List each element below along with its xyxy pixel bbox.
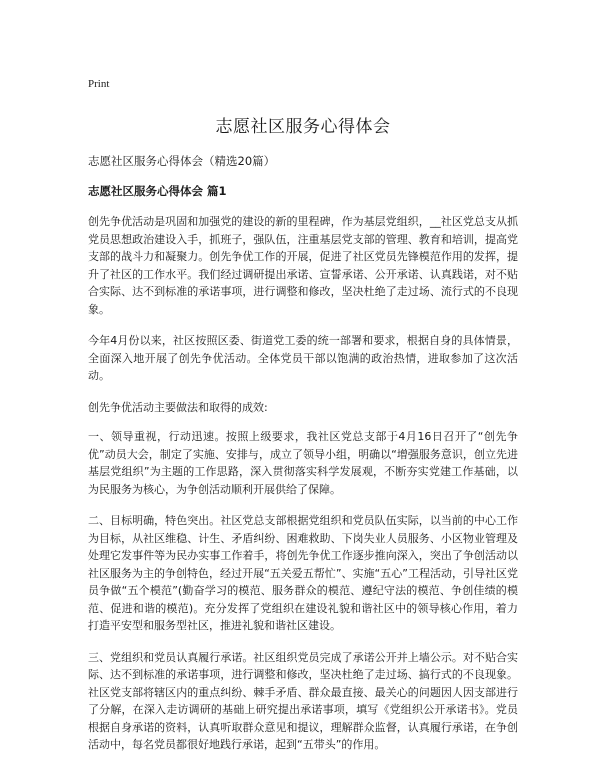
document-subtitle: 志愿社区服务心得体会（精选20篇） [88,154,276,168]
document-page [88,72,518,768]
paragraph: 今年4月份以来，社区按照区委、街道党工委的统一部署和要求，根据自身的具体情景，全面深入地开展了创先争优活动。全体党员干部以饱满的政治热情，进取参加了这次活动。 [88,334,518,382]
paragraph: 二、目标明确，特色突出。社区党总支部根据党组织和党员队伍实际，以当前的中心工作为目标，从社区维稳、计生、矛盾纠纷、困难救助、下岗失业人员服务、小区物业管理及处理它发事件等为民办实事工作着手，将创先争优工作逐步推向深入，突出了争创活动以社区服务为主的争创特色，经过开展“五关爱五帮忙”、实施“五心”工程活动，引导社区党员争做“五个模范”(勤奋学习的模范、服务群众的模范、遵纪守法的模范、争创佳绩的模范、促进和谐的模范)。充分发挥了党组织在建设礼貌和谐社区中的领导核心作用，着力打造平安型和服务型社区，推进礼貌和谐社区建设。 [88,514,518,632]
section-heading: 志愿社区服务心得体会 篇1 [88,184,227,198]
paragraph: 创先争优活动主要做法和取得的成效: [88,400,268,414]
paragraph: 三、党组织和党员认真履行承诺。社区组织党员完成了承诺公开并上墙公示。对不贴合实际、达不到标准的承诺事项，进行调整和修改，坚决杜绝了走过场、搞行式的不良现象。社区党支部将辖区内的重点纠纷、棘手矛盾、群众最直接、最关心的问题因人因支部进行了分解，在深入走访调研的基础上研究提出承诺事项，填写《党组织公开承诺书》。党员根据自身承诺的资料，认真听取群众意见和提议，理解群众监督，认真履行承诺，在争创活动中，每名党员都很好地践行承诺，起到“五带头”的作用。 [88,650,518,751]
paragraph: 一、领导重视，行动迅速。按照上级要求，我社区党总支部于4月16日召开了“创先争优”动员大会，制定了实施、安排与，成立了领导小组，明确以“增强服务意识，创立先进基层党组织”为主题的工作思路，深入贯彻落实科学发展观，不断夯实党建工作基础，以为民服务为核心，为争创活动顺利开展供给了保障。 [88,430,518,496]
paragraph: 创先争优活动是巩固和加强党的建设的新的里程碑，作为基层党组织，__社区党总支从抓党员思想政治建设入手，抓班子，强队伍，注重基层党支部的管理、教育和培训，提高党支部的战斗力和凝聚力。创先争优工作的开展，促进了社区党员先锋模范作用的发挥，提升了社区的工作水平。我们经过调研提出承诺、宣誓承诺、公开承诺、认真践诺，对不贴合实际、达不到标准的承诺事项，进行调整和修改，坚决杜绝了走过场、流行式的不良现象。 [88,215,518,316]
page-title: 志愿社区服务心得体会 [215,117,391,137]
print-link[interactable]: Print [88,78,110,90]
